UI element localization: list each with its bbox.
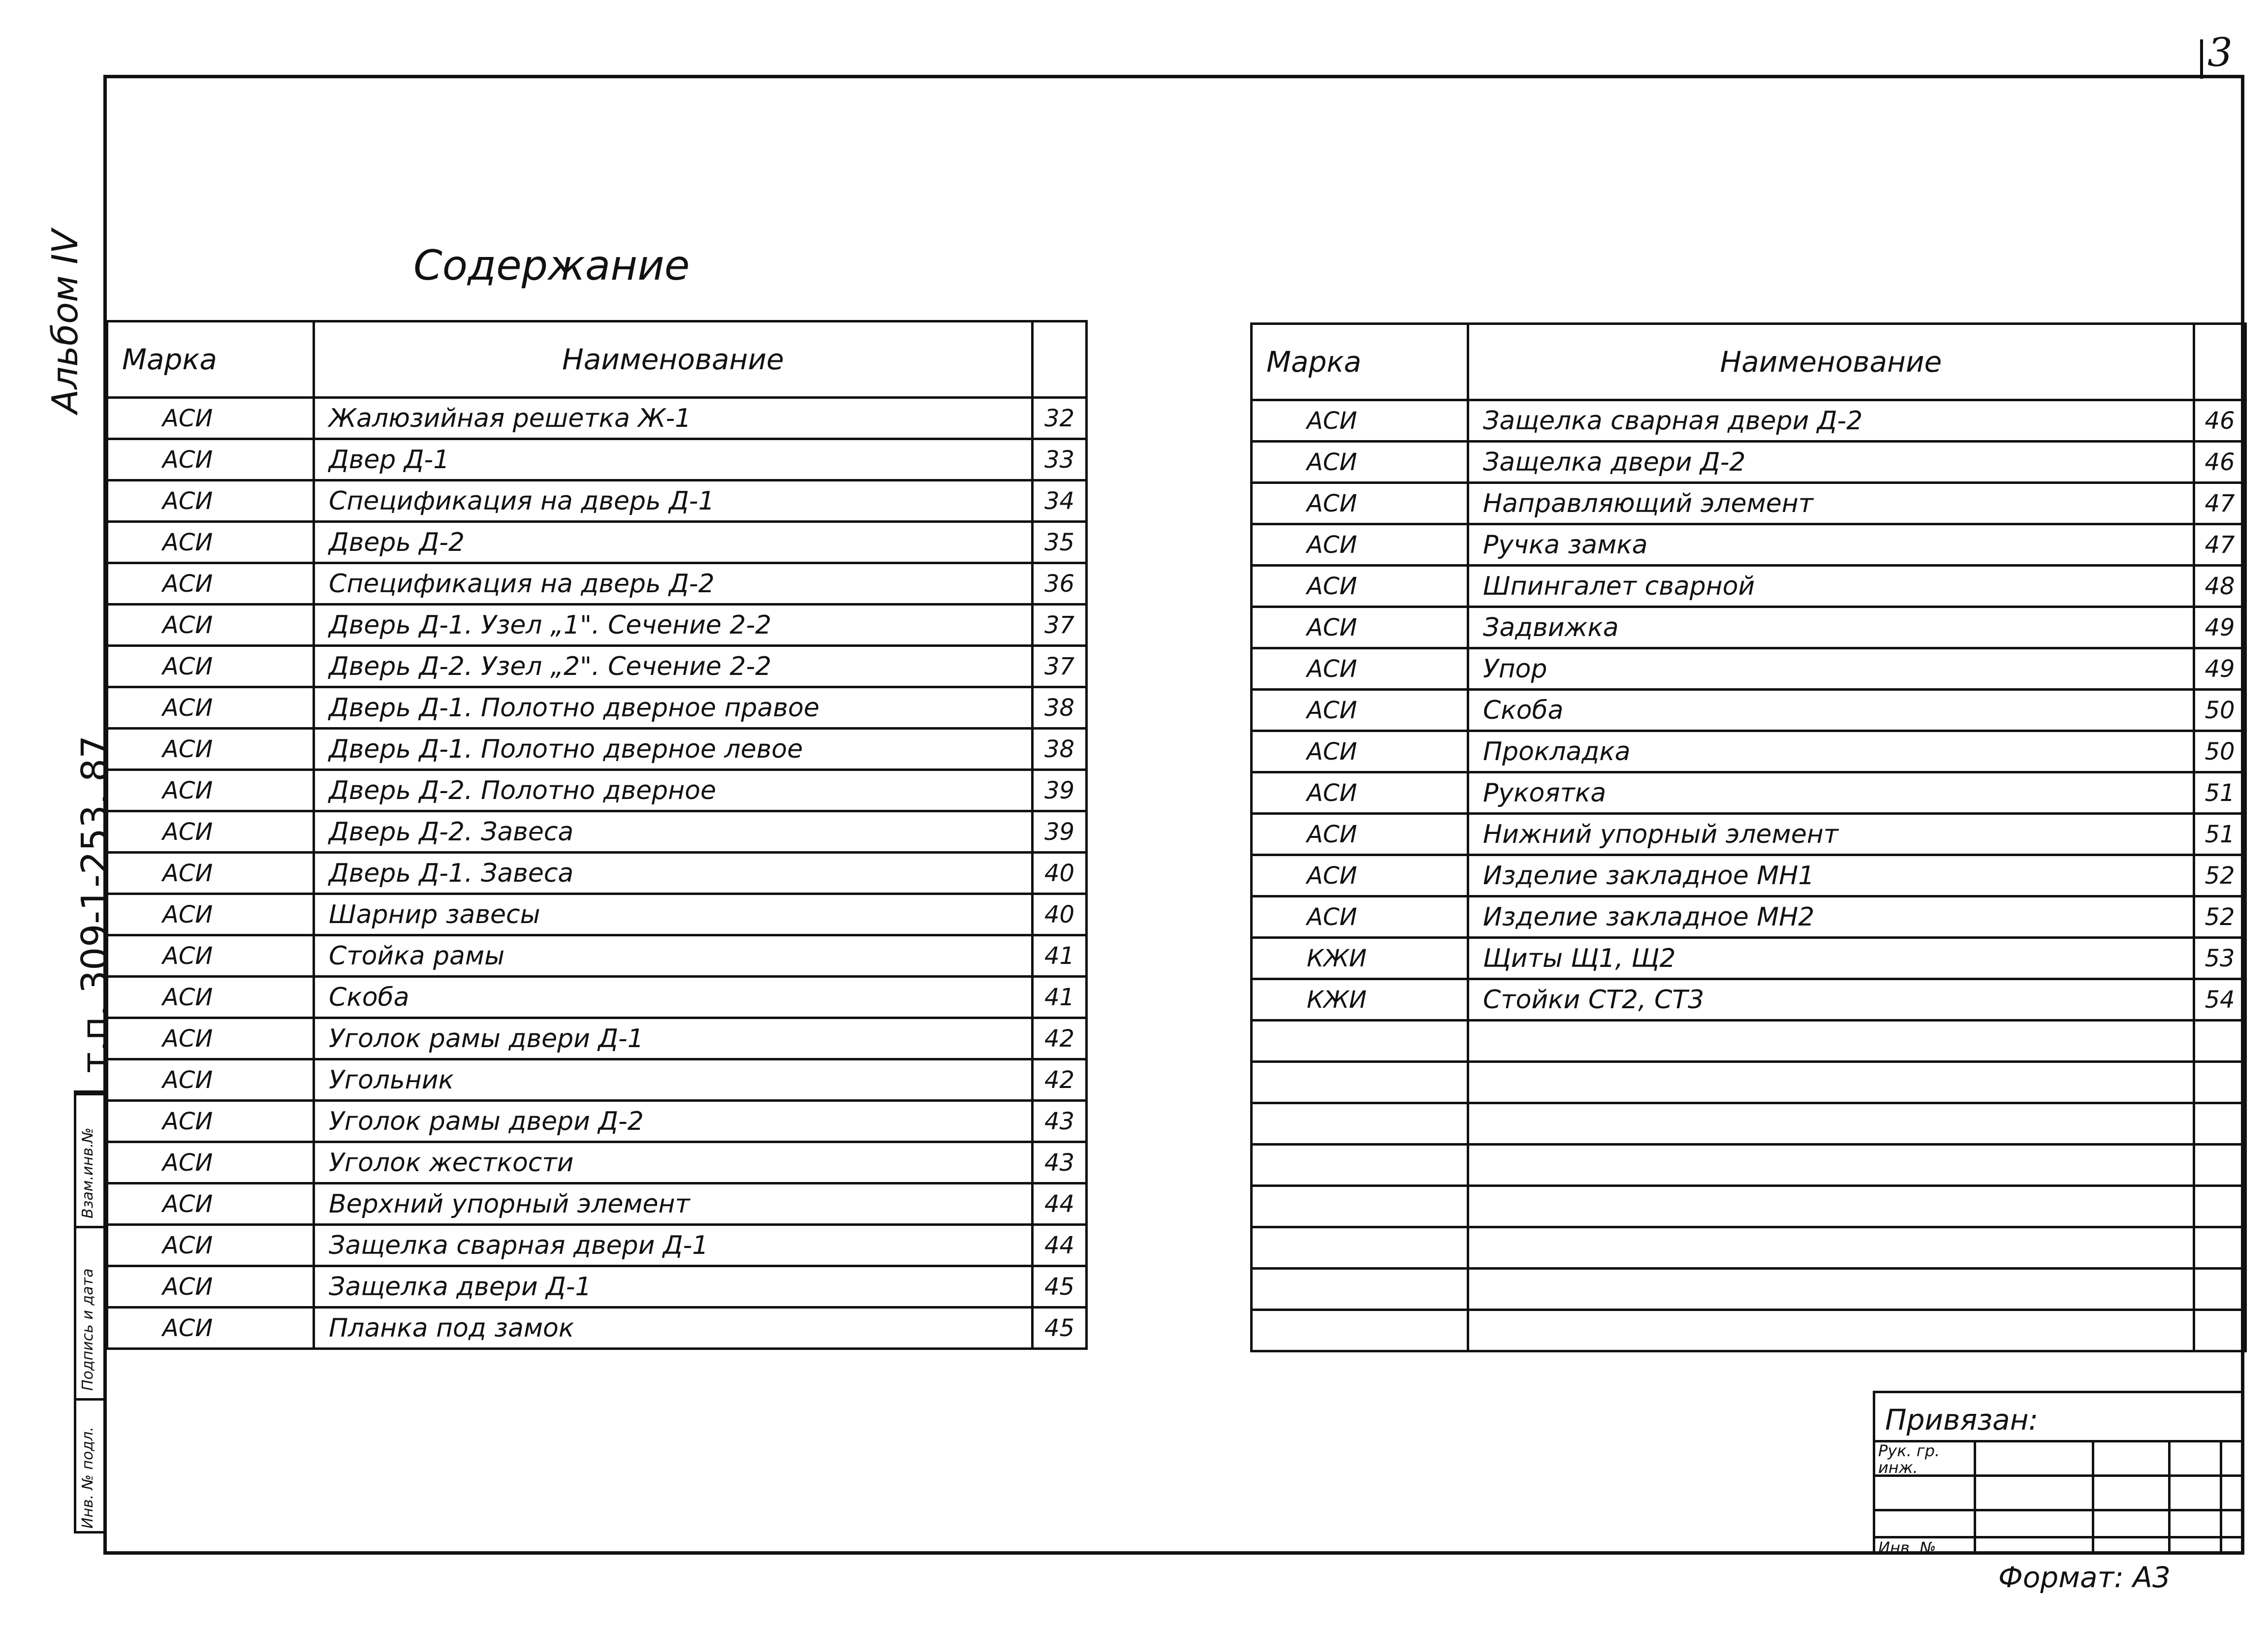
table-row [1252, 1062, 2246, 1103]
stamp-title: Привязан: [1885, 1403, 2039, 1437]
row-name [1468, 1021, 2194, 1062]
format-label: Формат: А3 [1998, 1561, 2171, 1594]
page-number-rule [2200, 39, 2203, 79]
row-page: 50 [2194, 731, 2246, 772]
stamp-label-head: Рук. гр. инж. [1878, 1441, 1940, 1477]
row-name [1468, 1062, 2194, 1103]
contents-body-right [1252, 400, 2246, 1351]
table-row [107, 935, 1087, 977]
row-mark: АСИ [107, 935, 314, 977]
table-row [107, 1308, 1087, 1349]
table-row [1252, 607, 2246, 648]
row-page [2194, 1227, 2246, 1269]
table-row [107, 770, 1087, 811]
table-row [107, 605, 1087, 646]
row-name: Защелка сварная двери Д-2 [1468, 400, 2194, 442]
row-mark: АСИ [107, 1142, 314, 1183]
row-mark: АСИ [107, 563, 314, 605]
header-name: Наименование [314, 321, 1033, 398]
row-mark: АСИ [107, 439, 314, 480]
row-name: Дверь Д-2. Узел „2". Сечение 2-2 [314, 646, 1033, 687]
table-row [107, 811, 1087, 853]
row-page [2194, 1145, 2246, 1186]
row-page: 49 [2194, 648, 2246, 690]
stamp-col-line [1974, 1440, 1976, 1555]
stamp-col-line [2168, 1440, 2171, 1555]
row-name: Изделие закладное МН1 [1468, 855, 2194, 896]
strip-label-signature: Подпись и дата [79, 1268, 96, 1391]
row-page: 34 [1033, 480, 1087, 522]
table-row [1252, 1227, 2246, 1269]
row-page: 37 [1033, 646, 1087, 687]
row-mark [1252, 1227, 1468, 1269]
header-mark: Марка [1252, 324, 1468, 400]
row-name: Задвижка [1468, 607, 2194, 648]
table-row [107, 687, 1087, 729]
table-row [107, 1101, 1087, 1142]
row-page: 40 [1033, 853, 1087, 894]
row-name: Угольник [314, 1059, 1033, 1101]
row-mark [1252, 1021, 1468, 1062]
page-title: Содержание [413, 241, 690, 289]
strip-cell-inventory [76, 1398, 103, 1536]
row-mark: АСИ [107, 729, 314, 770]
row-mark: АСИ [107, 977, 314, 1018]
row-mark: АСИ [1252, 772, 1468, 814]
row-page [2194, 1310, 2246, 1351]
row-mark: АСИ [107, 1266, 314, 1308]
stamp-col-line [2092, 1440, 2094, 1555]
row-name: Изделие закладное МН2 [1468, 896, 2194, 938]
row-name: Жалюзийная решетка Ж-1 [314, 398, 1033, 439]
table-row [1252, 400, 2246, 442]
row-page: 38 [1033, 687, 1087, 729]
row-page: 40 [1033, 894, 1087, 935]
row-page: 46 [2194, 442, 2246, 483]
table-row [107, 977, 1087, 1018]
row-name: Защелка двери Д-1 [314, 1266, 1033, 1308]
row-mark: АСИ [107, 1225, 314, 1266]
row-mark: АСИ [1252, 566, 1468, 607]
table-row [107, 439, 1087, 480]
row-name: Дверь Д-1. Узел „1". Сечение 2-2 [314, 605, 1033, 646]
table-row [107, 398, 1087, 439]
row-mark: АСИ [107, 770, 314, 811]
table-row [107, 894, 1087, 935]
row-mark: АСИ [107, 1101, 314, 1142]
row-mark [1252, 1269, 1468, 1310]
table-row [1252, 566, 2246, 607]
row-name [1468, 1269, 2194, 1310]
row-mark: АСИ [1252, 648, 1468, 690]
row-mark [1252, 1186, 1468, 1227]
row-mark: АСИ [1252, 896, 1468, 938]
row-mark: АСИ [107, 1059, 314, 1101]
stamp-label-inventory: Инв. № [1878, 1538, 1936, 1557]
row-name: Дверь Д-2. Завеса [314, 811, 1033, 853]
row-page: 53 [2194, 938, 2246, 979]
row-name [1468, 1103, 2194, 1145]
row-page: 42 [1033, 1059, 1087, 1101]
table-row [107, 729, 1087, 770]
row-mark: АСИ [107, 894, 314, 935]
row-mark: АСИ [107, 480, 314, 522]
row-name: Прокладка [1468, 731, 2194, 772]
page-number: 3 [2207, 30, 2233, 75]
row-mark: АСИ [107, 398, 314, 439]
table-row [107, 563, 1087, 605]
row-name: Рукоятка [1468, 772, 2194, 814]
row-mark: АСИ [1252, 690, 1468, 731]
header-name: Наименование [1468, 324, 2194, 400]
row-name: Уголок рамы двери Д-1 [314, 1018, 1033, 1059]
row-page: 52 [2194, 855, 2246, 896]
table-row [107, 522, 1087, 563]
row-mark: АСИ [1252, 731, 1468, 772]
row-mark: АСИ [107, 1018, 314, 1059]
row-mark [1252, 1062, 1468, 1103]
table-row [1252, 442, 2246, 483]
row-name: Планка под замок [314, 1308, 1033, 1349]
row-name: Уголок жесткости [314, 1142, 1033, 1183]
row-name [1468, 1186, 2194, 1227]
table-row [107, 1018, 1087, 1059]
row-mark: КЖИ [1252, 979, 1468, 1021]
row-page: 41 [1033, 977, 1087, 1018]
row-name: Защелка двери Д-2 [1468, 442, 2194, 483]
row-page: 37 [1033, 605, 1087, 646]
row-mark: АСИ [1252, 483, 1468, 524]
table-row [107, 1059, 1087, 1101]
row-page: 32 [1033, 398, 1087, 439]
row-mark: АСИ [1252, 442, 1468, 483]
row-name [1468, 1227, 2194, 1269]
row-page: 46 [2194, 400, 2246, 442]
table-row [107, 1142, 1087, 1183]
row-page: 39 [1033, 811, 1087, 853]
row-name: Двер Д-1 [314, 439, 1033, 480]
table-header-row [1252, 324, 2246, 400]
row-mark: АСИ [1252, 400, 1468, 442]
row-name: Уголок рамы двери Д-2 [314, 1101, 1033, 1142]
table-row [1252, 1145, 2246, 1186]
row-name: Дверь Д-2. Полотно дверное [314, 770, 1033, 811]
row-mark: АСИ [107, 1308, 314, 1349]
contents-table-left [106, 320, 1088, 1350]
row-mark: АСИ [107, 646, 314, 687]
strip-cell-substitute [76, 1093, 103, 1226]
row-name: Щиты Щ1, Щ2 [1468, 938, 2194, 979]
contents-body-left [107, 398, 1087, 1349]
row-page: 44 [1033, 1183, 1087, 1225]
row-name: Нижний упорный элемент [1468, 814, 2194, 855]
row-page: 43 [1033, 1101, 1087, 1142]
table-row [107, 1183, 1087, 1225]
row-page: 54 [2194, 979, 2246, 1021]
album-label: Альбом IV [44, 229, 86, 414]
row-page: 38 [1033, 729, 1087, 770]
table-row [1252, 1269, 2246, 1310]
row-page: 51 [2194, 814, 2246, 855]
stamp-col-line [2220, 1440, 2222, 1555]
row-name: Ручка замка [1468, 524, 2194, 566]
row-name [1468, 1310, 2194, 1351]
row-page: 52 [2194, 896, 2246, 938]
table-row [1252, 731, 2246, 772]
strip-label-substitute: Взам.инв.№ [79, 1127, 96, 1218]
table-row [107, 480, 1087, 522]
row-page [2194, 1269, 2246, 1310]
binding-stamp [1873, 1391, 2244, 1555]
table-row [1252, 524, 2246, 566]
row-page [2194, 1062, 2246, 1103]
row-mark: АСИ [1252, 814, 1468, 855]
row-name: Дверь Д-1. Завеса [314, 853, 1033, 894]
side-stamp-strip [74, 1090, 103, 1534]
row-name: Защелка сварная двери Д-1 [314, 1225, 1033, 1266]
row-name: Упор [1468, 648, 2194, 690]
row-page: 43 [1033, 1142, 1087, 1183]
row-page: 42 [1033, 1018, 1087, 1059]
table-row [107, 1225, 1087, 1266]
row-mark: АСИ [107, 1183, 314, 1225]
table-row [107, 1266, 1087, 1308]
header-mark: Марка [107, 321, 314, 398]
row-page: 48 [2194, 566, 2246, 607]
row-name: Дверь Д-2 [314, 522, 1033, 563]
table-row [107, 853, 1087, 894]
table-row [1252, 690, 2246, 731]
row-page: 50 [2194, 690, 2246, 731]
document-code: т.п. 309-1-253. 87 [74, 735, 116, 1073]
row-name: Верхний упорный элемент [314, 1183, 1033, 1225]
row-page: 45 [1033, 1308, 1087, 1349]
row-name: Шпингалет сварной [1468, 566, 2194, 607]
row-name: Дверь Д-1. Полотно дверное правое [314, 687, 1033, 729]
row-mark: АСИ [1252, 607, 1468, 648]
row-mark: КЖИ [1252, 938, 1468, 979]
strip-label-inventory: Инв. № подл. [79, 1427, 96, 1529]
row-page: 47 [2194, 483, 2246, 524]
table-row [1252, 1103, 2246, 1145]
row-mark: АСИ [107, 853, 314, 894]
row-page: 47 [2194, 524, 2246, 566]
row-name: Дверь Д-1. Полотно дверное левое [314, 729, 1033, 770]
table-row [107, 646, 1087, 687]
row-page [2194, 1021, 2246, 1062]
table-row [1252, 1021, 2246, 1062]
row-name [1468, 1145, 2194, 1186]
stamp-row-line [1875, 1509, 2244, 1511]
table-row [1252, 814, 2246, 855]
row-mark: АСИ [1252, 855, 1468, 896]
table-row [1252, 1186, 2246, 1227]
header-page [2194, 324, 2246, 400]
table-row [1252, 483, 2246, 524]
row-mark: АСИ [107, 605, 314, 646]
row-mark [1252, 1103, 1468, 1145]
row-name: Стойки СТ2, СТ3 [1468, 979, 2194, 1021]
strip-cell-signature [76, 1226, 103, 1398]
row-page: 39 [1033, 770, 1087, 811]
row-name: Стойка рамы [314, 935, 1033, 977]
row-page: 51 [2194, 772, 2246, 814]
row-name: Шарнир завесы [314, 894, 1033, 935]
row-page: 49 [2194, 607, 2246, 648]
row-page: 45 [1033, 1266, 1087, 1308]
row-page: 35 [1033, 522, 1087, 563]
row-name: Спецификация на дверь Д-2 [314, 563, 1033, 605]
row-mark: АСИ [107, 522, 314, 563]
table-row [1252, 855, 2246, 896]
row-mark: АСИ [107, 687, 314, 729]
row-page: 33 [1033, 439, 1087, 480]
contents-table-right [1250, 322, 2247, 1352]
table-row [1252, 772, 2246, 814]
row-page [2194, 1186, 2246, 1227]
row-mark [1252, 1145, 1468, 1186]
row-name: Направляющий элемент [1468, 483, 2194, 524]
row-name: Скоба [314, 977, 1033, 1018]
table-row [1252, 896, 2246, 938]
row-name: Спецификация на дверь Д-1 [314, 480, 1033, 522]
row-page [2194, 1103, 2246, 1145]
row-page: 44 [1033, 1225, 1087, 1266]
header-page [1033, 321, 1087, 398]
row-name: Скоба [1468, 690, 2194, 731]
row-page: 36 [1033, 563, 1087, 605]
table-row [1252, 648, 2246, 690]
table-header-row [107, 321, 1087, 398]
table-row [1252, 979, 2246, 1021]
table-row [1252, 1310, 2246, 1351]
row-page: 41 [1033, 935, 1087, 977]
row-mark: АСИ [1252, 524, 1468, 566]
table-row [1252, 938, 2246, 979]
row-mark: АСИ [107, 811, 314, 853]
row-mark [1252, 1310, 1468, 1351]
